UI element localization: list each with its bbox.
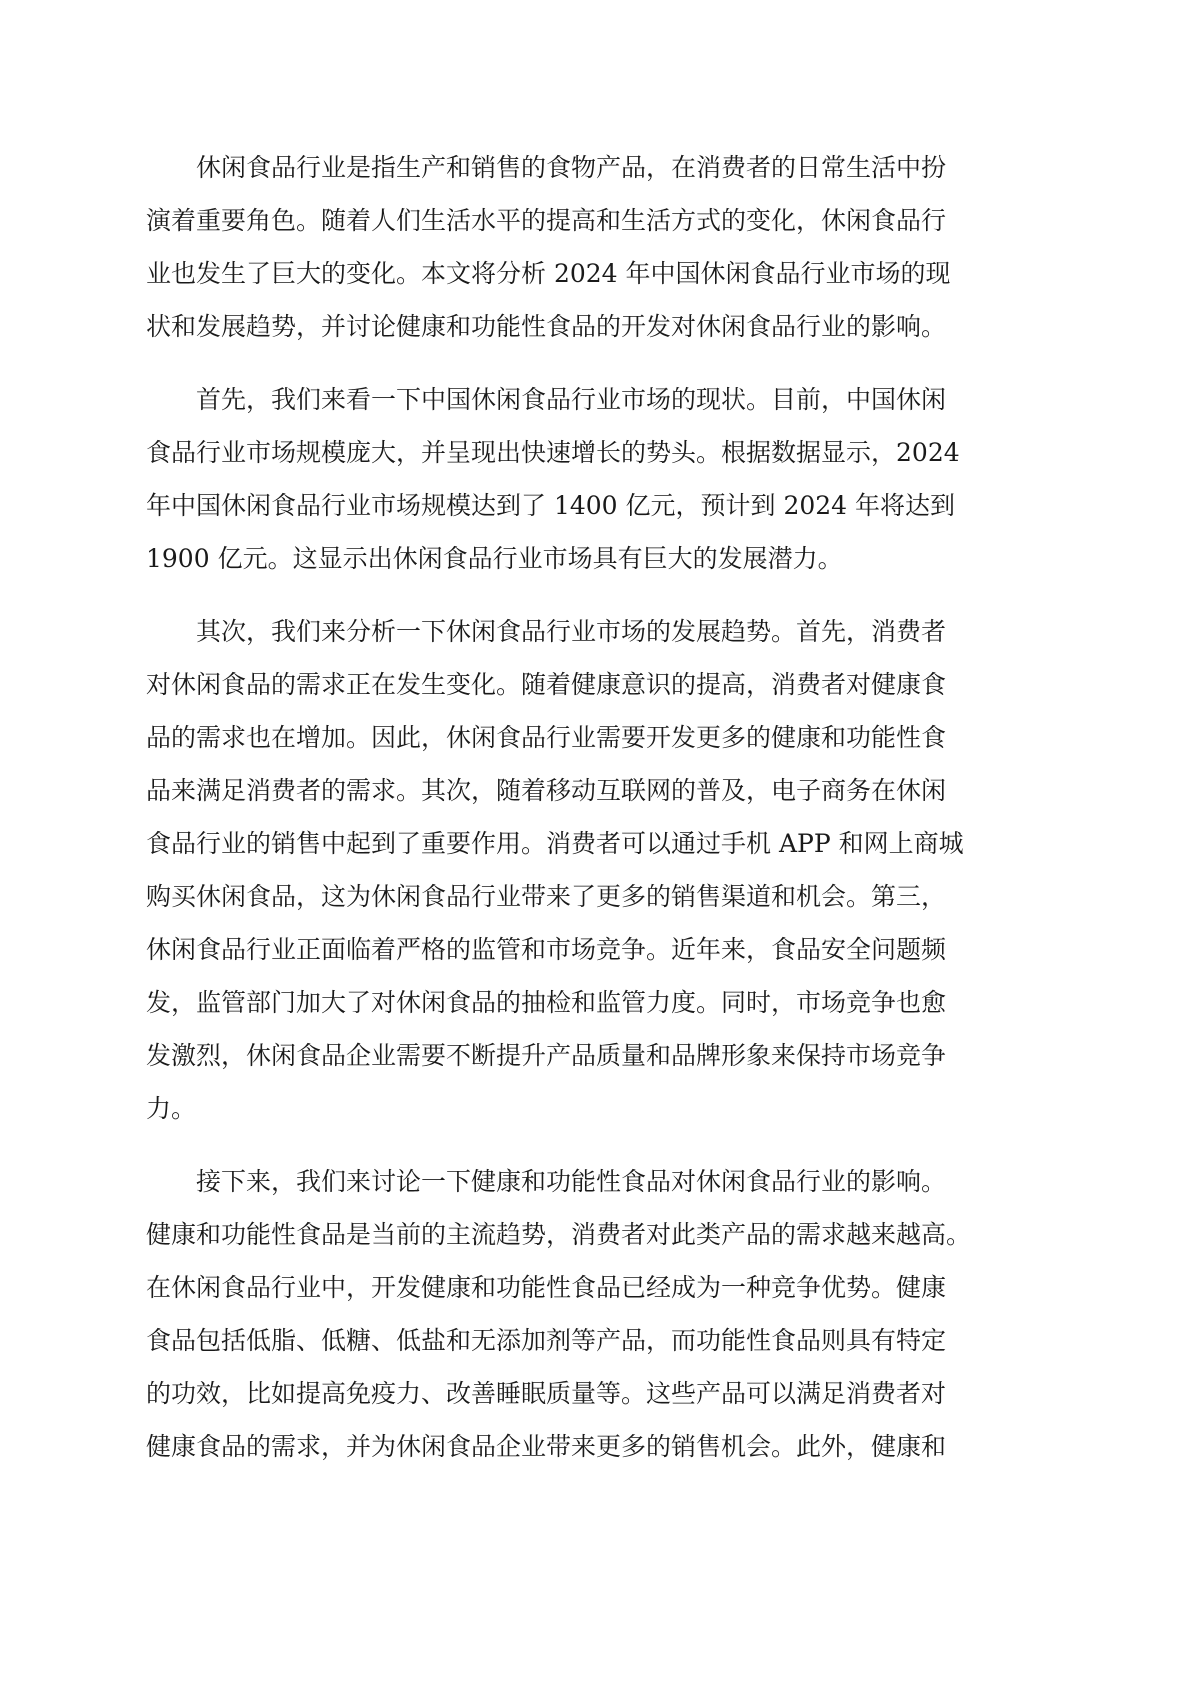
text-line: 力。 <box>146 1094 197 1123</box>
text-line: 状和发展趋势，并讨论健康和功能性食品的开发对休闲食品行业的影响。 <box>146 312 947 341</box>
text-line: 食品行业的销售中起到了重要作用。消费者可以通过手机 APP 和网上商城 <box>146 829 964 858</box>
text-line: 演着重要角色。随着人们生活水平的提高和生活方式的变化，休闲食品行 <box>146 206 947 235</box>
text-line: 食品包括低脂、低糖、低盐和无添加剂等产品，而功能性食品则具有特定 <box>146 1326 947 1355</box>
text-line: 首先，我们来看一下中国休闲食品行业市场的现状。目前，中国休闲 <box>196 385 947 414</box>
paragraph-market-trends <box>146 605 1056 1135</box>
text-line: 对休闲食品的需求正在发生变化。随着健康意识的提高，消费者对健康食 <box>146 670 947 699</box>
text-line: 接下来，我们来讨论一下健康和功能性食品对休闲食品行业的影响。 <box>196 1167 947 1196</box>
text-line: 的功效，比如提高免疫力、改善睡眠质量等。这些产品可以满足消费者对 <box>146 1379 947 1408</box>
text-line: 年中国休闲食品行业市场规模达到了 1400 亿元，预计到 2024 年将达到 <box>146 491 956 520</box>
text-line: 在休闲食品行业中，开发健康和功能性食品已经成为一种竞争优势。健康 <box>146 1273 947 1302</box>
text-line: 业也发生了巨大的变化。本文将分析 2024 年中国休闲食品行业市场的现 <box>146 259 951 288</box>
text-line: 健康和功能性食品是当前的主流趋势，消费者对此类产品的需求越来越高。 <box>146 1220 972 1249</box>
paragraph-market-status <box>146 373 1056 585</box>
text-line: 健康食品的需求，并为休闲食品企业带来更多的销售机会。此外，健康和 <box>146 1432 947 1461</box>
text-line: 购买休闲食品，这为休闲食品行业带来了更多的销售渠道和机会。第三， <box>146 882 947 911</box>
text-line: 品的需求也在增加。因此，休闲食品行业需要开发更多的健康和功能性食 <box>146 723 947 752</box>
text-line: 休闲食品行业正面临着严格的监管和市场竞争。近年来，食品安全问题频 <box>146 935 947 964</box>
text-line: 发激烈，休闲食品企业需要不断提升产品质量和品牌形象来保持市场竞争 <box>146 1041 947 1070</box>
text-line: 休闲食品行业是指生产和销售的食物产品，在消费者的日常生活中扮 <box>196 153 947 182</box>
text-line: 品来满足消费者的需求。其次，随着移动互联网的普及，电子商务在休闲 <box>146 776 947 805</box>
text-line: 其次，我们来分析一下休闲食品行业市场的发展趋势。首先，消费者 <box>196 617 947 646</box>
paragraph-health-impact <box>146 1155 1056 1473</box>
text-line: 发，监管部门加大了对休闲食品的抽检和监管力度。同时，市场竞争也愈 <box>146 988 947 1017</box>
text-line: 1900 亿元。这显示出休闲食品行业市场具有巨大的发展潜力。 <box>146 544 843 573</box>
paragraph-intro <box>146 141 1056 353</box>
text-line: 食品行业市场规模庞大，并呈现出快速增长的势头。根据数据显示，2024 <box>146 438 960 467</box>
document-body <box>146 141 1056 1493</box>
